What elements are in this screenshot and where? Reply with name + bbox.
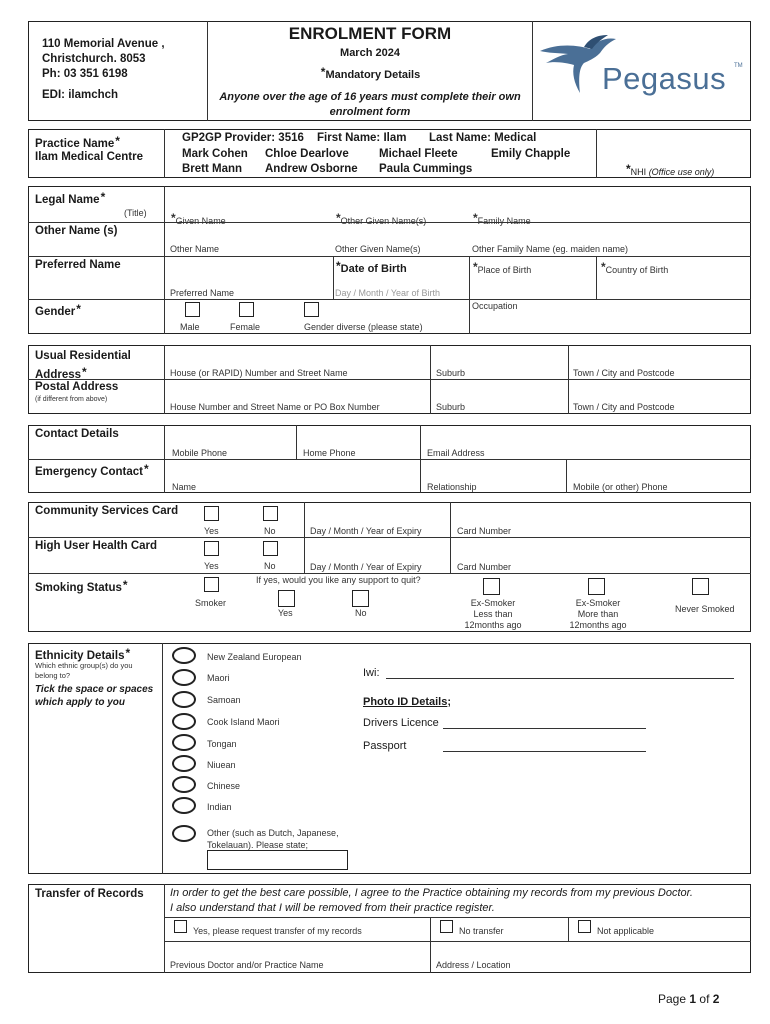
- edi: EDI: ilamchch: [42, 89, 119, 101]
- female-label: Female: [230, 322, 261, 332]
- relationship-field[interactable]: Relationship: [427, 482, 477, 492]
- smoker-label: Smoker: [195, 598, 227, 608]
- transfer-yes-checkbox[interactable]: [174, 920, 187, 933]
- other-name-field[interactable]: Other Name: [170, 244, 220, 254]
- ethnicity-other-label: Other (such as Dutch, Japanese, Tokelauan). Please state;: [207, 828, 339, 850]
- logo-text: Pegasus: [602, 61, 727, 96]
- smoker-checkbox[interactable]: [204, 577, 219, 592]
- drivers-licence-label: Drivers Licence: [363, 717, 439, 729]
- legal-name-label: Legal Name*: [35, 190, 106, 206]
- postal-house-field[interactable]: House Number and Street Name or PO Box Number: [170, 402, 380, 412]
- huhc-label: High User Health Card: [35, 540, 158, 552]
- previous-doctor-field[interactable]: Previous Doctor and/or Practice Name: [170, 960, 324, 970]
- huhc-yes-checkbox[interactable]: [204, 541, 219, 556]
- emergency-contact-label: Emergency Contact*: [35, 462, 149, 478]
- gender-label: Gender*: [35, 302, 81, 318]
- ethnicity-option-radio[interactable]: [172, 691, 196, 708]
- emergency-name-field[interactable]: Name: [172, 482, 197, 492]
- csc-yes-checkbox[interactable]: [204, 506, 219, 521]
- never-smoked-label: Never Smoked: [675, 604, 735, 614]
- transfer-na-checkbox[interactable]: [578, 920, 591, 933]
- postal-note: (if different from above): [35, 396, 108, 403]
- csc-no-label: No: [264, 526, 276, 536]
- ethnicity-option-label: Samoan: [207, 695, 241, 705]
- support-yes-label: Yes: [278, 608, 293, 618]
- gender-male-checkbox[interactable]: [185, 302, 200, 317]
- logo-tm: TM: [734, 63, 743, 69]
- ex-smoker-more-checkbox[interactable]: [588, 578, 605, 595]
- dob-label: *Date of Birth: [336, 259, 407, 275]
- transfer-label: Transfer of Records: [35, 888, 144, 900]
- other-family-field[interactable]: Other Family Name (eg. maiden name): [472, 244, 629, 254]
- ethnicity-option-radio[interactable]: [172, 713, 196, 730]
- huhc-no-checkbox[interactable]: [263, 541, 278, 556]
- address-line-2: Christchurch. 8053: [42, 53, 146, 65]
- practice-name-label: Practice Name*: [35, 134, 120, 150]
- transfer-text-2: I also understand that I will be removed from their practice register.: [170, 902, 495, 914]
- nhi-field[interactable]: *NHI (Office use only): [626, 162, 715, 177]
- given-name-field[interactable]: *Given Name: [171, 211, 226, 226]
- contact-details-label: Contact Details: [35, 428, 119, 440]
- last-name: Last Name: Medical: [429, 132, 537, 144]
- doctor: Michael Fleete: [379, 148, 458, 160]
- huhc-yes-label: Yes: [204, 561, 219, 571]
- ethnicity-option-label: Niuean: [207, 760, 236, 770]
- title-field[interactable]: (Title): [124, 208, 147, 218]
- ethnicity-option-label: Cook Island Maori: [207, 717, 280, 727]
- transfer-na-label: Not applicable: [597, 926, 655, 936]
- other-names-label: Other Name (s): [35, 225, 118, 237]
- usual-address-label: Usual Residential Address*: [35, 350, 131, 381]
- ethnicity-option-label: Tongan: [207, 739, 237, 749]
- gender-female-checkbox[interactable]: [239, 302, 254, 317]
- postal-town-field[interactable]: Town / City and Postcode: [573, 402, 675, 412]
- suburb-field[interactable]: Suburb: [436, 368, 466, 378]
- support-question: If yes, would you like any support to quit?: [256, 575, 421, 585]
- ethnicity-other-input[interactable]: [207, 850, 348, 870]
- doctor: Paula Cummings: [379, 163, 473, 175]
- support-no-checkbox[interactable]: [352, 590, 369, 607]
- doctor: Mark Cohen: [182, 148, 248, 160]
- ethnicity-option-radio[interactable]: [172, 669, 196, 686]
- ethnicity-option-radio[interactable]: [172, 755, 196, 772]
- other-given-name-field[interactable]: *Other Given Name(s): [336, 211, 427, 226]
- huhc-number-field[interactable]: Card Number: [457, 562, 512, 572]
- ethnicity-option-radio[interactable]: [172, 776, 196, 793]
- doctor: Emily Chapple: [491, 148, 571, 160]
- preferred-name-field[interactable]: Preferred Name: [170, 288, 235, 298]
- ethnicity-option-label: Indian: [207, 802, 232, 812]
- practice-name-value: Ilam Medical Centre: [35, 151, 144, 163]
- transfer-no-label: No transfer: [459, 926, 504, 936]
- transfer-yes-label: Yes, please request transfer of my records: [193, 926, 362, 936]
- title-block: ENROLMENT FORM March 2024 *Mandatory Details Anyone over the age of 16 years must complete their own enrolment form: [208, 24, 532, 120]
- doctor: Brett Mann: [182, 163, 243, 175]
- diverse-label: Gender diverse (please state): [304, 322, 423, 332]
- family-name-field[interactable]: *Family Name: [473, 211, 531, 226]
- pegasus-logo: [538, 33, 748, 105]
- page-indicator: Page 1 of 2: [658, 992, 720, 1006]
- town-field[interactable]: Town / City and Postcode: [573, 368, 675, 378]
- ethnicity-label: Ethnicity Details*: [35, 646, 131, 662]
- address-line-1: 110 Memorial Avenue ,: [42, 38, 165, 50]
- country-of-birth-field[interactable]: *Country of Birth: [601, 260, 669, 275]
- ethnicity-option-radio[interactable]: [172, 797, 196, 814]
- csc-expiry-field[interactable]: Day / Month / Year of Expiry: [310, 526, 422, 536]
- transfer-text-1: In order to get the best care possible, I agree to the Practice obtaining my records from my previous Doctor.: [170, 887, 693, 899]
- phone: Ph: 03 351 6198: [42, 68, 128, 80]
- ethnicity-option-radio[interactable]: [172, 647, 196, 664]
- ex-smoker-less-checkbox[interactable]: [483, 578, 500, 595]
- csc-label: Community Services Card: [35, 505, 179, 517]
- gp2gp-provider: GP2GP Provider: 3516: [182, 132, 304, 144]
- male-label: Male: [180, 322, 200, 332]
- passport-input[interactable]: [443, 751, 646, 752]
- home-phone-field[interactable]: Home Phone: [303, 448, 356, 458]
- huhc-expiry-field[interactable]: Day / Month / Year of Expiry: [310, 562, 422, 572]
- ex-smoker-less-label: Ex-Smoker Less than 12months ago: [464, 598, 522, 630]
- emergency-phone-field[interactable]: Mobile (or other) Phone: [573, 482, 668, 492]
- other-given-plain-field[interactable]: Other Given Name(s): [335, 244, 421, 254]
- never-smoked-checkbox[interactable]: [692, 578, 709, 595]
- occupation-field[interactable]: Occupation: [472, 301, 518, 311]
- ethnicity-other-radio[interactable]: [172, 825, 196, 842]
- passport-label: Passport: [363, 740, 407, 752]
- iwi-label: Iwi:: [363, 667, 380, 679]
- ex-smoker-more-label: Ex-Smoker More than 12months ago: [569, 598, 627, 630]
- postal-address-label: Postal Address: [35, 381, 119, 393]
- smoking-label: Smoking Status*: [35, 578, 128, 594]
- gender-diverse-checkbox[interactable]: [304, 302, 319, 317]
- ethnicity-option-label: Maori: [207, 673, 230, 683]
- photo-id-label: Photo ID Details;: [363, 696, 452, 708]
- support-no-label: No: [355, 608, 367, 618]
- form-title: ENROLMENT FORM: [288, 24, 452, 43]
- doctor: Chloe Dearlove: [265, 148, 349, 160]
- dob-field[interactable]: Day / Month / Year of Birth: [335, 288, 441, 298]
- first-name: First Name: Ilam: [317, 132, 407, 144]
- mandatory-note: Mandatory Details: [325, 69, 421, 81]
- ethnicity-option-label: New Zealand European: [207, 652, 302, 662]
- csc-number-field[interactable]: Card Number: [457, 526, 512, 536]
- preferred-name-label: Preferred Name: [35, 259, 121, 271]
- huhc-no-label: No: [264, 561, 276, 571]
- drivers-licence-input[interactable]: [443, 728, 646, 729]
- iwi-input[interactable]: [386, 678, 734, 679]
- ethnicity-option-label: Chinese: [207, 781, 241, 791]
- previous-address-field[interactable]: Address / Location: [436, 960, 511, 970]
- doctor: Andrew Osborne: [265, 163, 358, 175]
- support-yes-checkbox[interactable]: [278, 590, 295, 607]
- house-field[interactable]: House (or RAPID) Number and Street Name: [170, 368, 348, 378]
- place-of-birth-field[interactable]: *Place of Birth: [473, 260, 532, 275]
- email-field[interactable]: Email Address: [427, 448, 485, 458]
- csc-yes-label: Yes: [204, 526, 219, 536]
- mobile-phone-field[interactable]: Mobile Phone: [172, 448, 228, 458]
- form-date: March 2024: [340, 47, 400, 59]
- practice-address: [42, 37, 165, 103]
- age-note: Anyone over the age of 16 years must complete their own enrolment form: [219, 91, 521, 118]
- ethnicity-question: Which ethnic group(s) do you belong to?: [35, 661, 133, 680]
- transfer-no-checkbox[interactable]: [440, 920, 453, 933]
- ethnicity-instruction: Tick the space or spaces which apply to you: [35, 684, 154, 708]
- postal-suburb-field[interactable]: Suburb: [436, 402, 466, 412]
- csc-no-checkbox[interactable]: [263, 506, 278, 521]
- ethnicity-option-radio[interactable]: [172, 734, 196, 751]
